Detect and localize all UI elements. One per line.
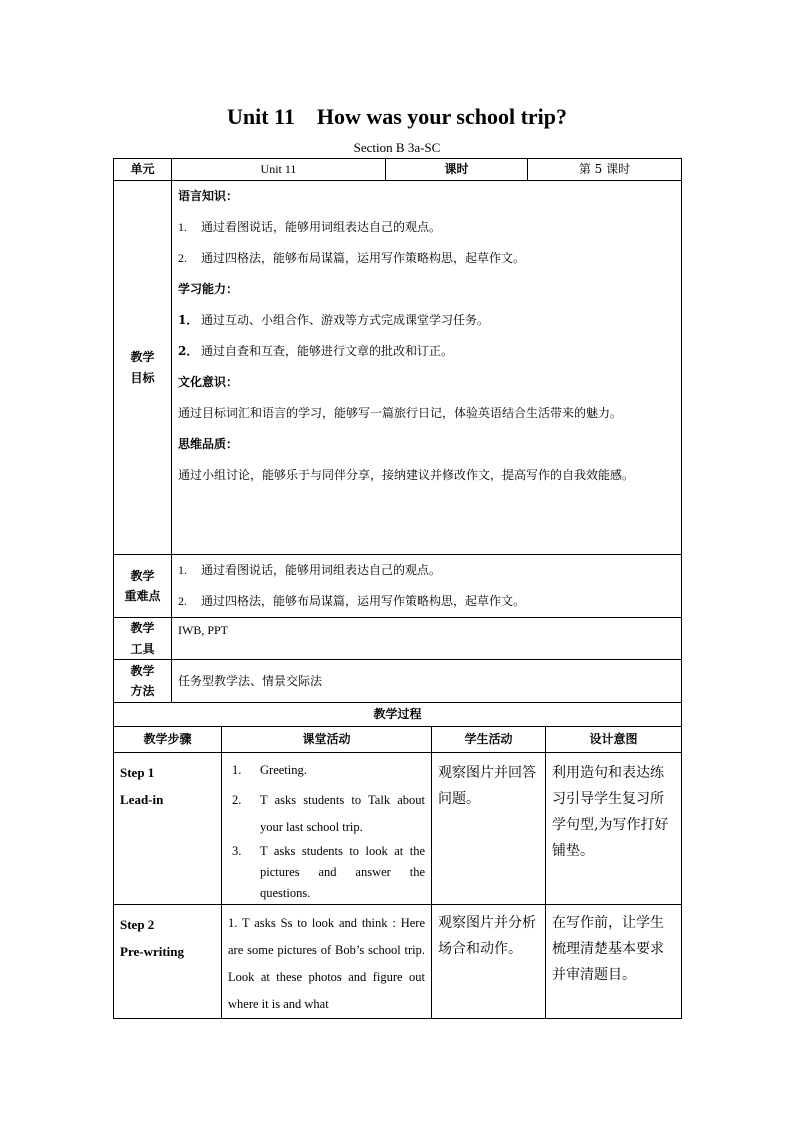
key-point-item: 2. 通过四格法，能够布局谋篇，运用写作策略构思，起草作文。: [178, 594, 526, 608]
objectives-content: [172, 181, 682, 555]
language-item: 2. 通过四格法，能够布局谋篇，运用写作策略构思，起草作文。: [178, 251, 526, 265]
unit-value: Unit 11: [172, 159, 386, 181]
unit-label: 单元: [114, 159, 172, 181]
period-label: 课时: [386, 159, 528, 181]
activity-item: 2. T asks students to Talk about your last school trip.: [232, 793, 425, 834]
header-student: 学生活动: [432, 727, 546, 753]
thinking-text: 通过小组讨论，能够乐于与同伴分享，接纳建议并修改作文，提高写作的自我效能感。: [178, 468, 635, 482]
tools-label: 教学 工具: [114, 618, 172, 660]
culture-title: 文化意识：: [178, 375, 239, 389]
ability-item: 2． 通过自查和互查，能够进行文章的批改和订正。: [178, 344, 454, 358]
process-header-row: [114, 727, 682, 753]
tools-row: [114, 618, 682, 660]
thinking-title: 思维品质：: [178, 437, 239, 451]
step2-intent: 在写作前，让学生梳理清楚基本要求并审清题目。: [546, 905, 682, 1019]
process-table: [113, 702, 682, 1019]
header-step: 教学步骤: [114, 727, 222, 753]
ability-item: 1． 通过互动、小组合作、游戏等方式完成课堂学习任务。: [178, 313, 490, 327]
methods-label: 教学 方法: [114, 660, 172, 703]
language-title: 语言知识：: [178, 189, 239, 203]
info-row: [114, 159, 682, 181]
activity-item: 1. Greeting.: [232, 763, 307, 777]
page-title: Unit 11 How was your school trip?: [226, 104, 568, 129]
key-points-label: 教学 重难点: [114, 555, 172, 618]
key-point-item: 1. 通过看图说话，能够用词组表达自己的观点。: [178, 563, 442, 577]
step2-student: 观察图片并分析场合和动作。: [432, 905, 546, 1019]
process-title: 教学过程: [114, 703, 682, 727]
key-points-row: [114, 555, 682, 618]
language-item: 1. 通过看图说话，能够用词组表达自己的观点。: [178, 220, 442, 234]
page-subtitle: Section B 3a-SC: [353, 140, 441, 155]
period-value: 第 5 课时: [528, 159, 682, 181]
header-intent: 设计意图: [546, 727, 682, 753]
objectives-label: 教学 目标: [114, 181, 172, 555]
tools-value: IWB, PPT: [172, 618, 682, 660]
step2-label: Step 2 Pre-writing: [114, 905, 222, 1019]
culture-text: 通过目标词汇和语言的学习，能够写一篇旅行日记，体验英语结合生活带来的魅力。: [178, 406, 623, 420]
step1-intent: 利用造句和表达练习引导学生复习所学句型,为写作打好铺垫。: [546, 753, 682, 905]
ability-title: 学习能力：: [178, 282, 239, 296]
key-points-content: [172, 555, 682, 618]
methods-value: 任务型教学法、情景交际法: [172, 660, 682, 703]
activity-item: 3. T asks students to look at the pictures and answer the questions.: [232, 844, 425, 900]
step1-row: [114, 753, 682, 905]
header-activity: 课堂活动: [222, 727, 432, 753]
process-title-row: [114, 703, 682, 727]
step1-activities: [222, 753, 432, 905]
methods-row: [114, 660, 682, 703]
step2-row: [114, 905, 682, 1019]
step1-student: 观察图片并回答问题。: [432, 753, 546, 905]
step2-activity: 1. T asks Ss to look and think : Here are some pictures of Bob’s school trip. Look at these photos and figure out where it is and what: [222, 905, 432, 1019]
lesson-info-table: [113, 158, 682, 703]
objectives-row: [114, 181, 682, 555]
step1-label: Step 1 Lead-in: [114, 753, 222, 905]
